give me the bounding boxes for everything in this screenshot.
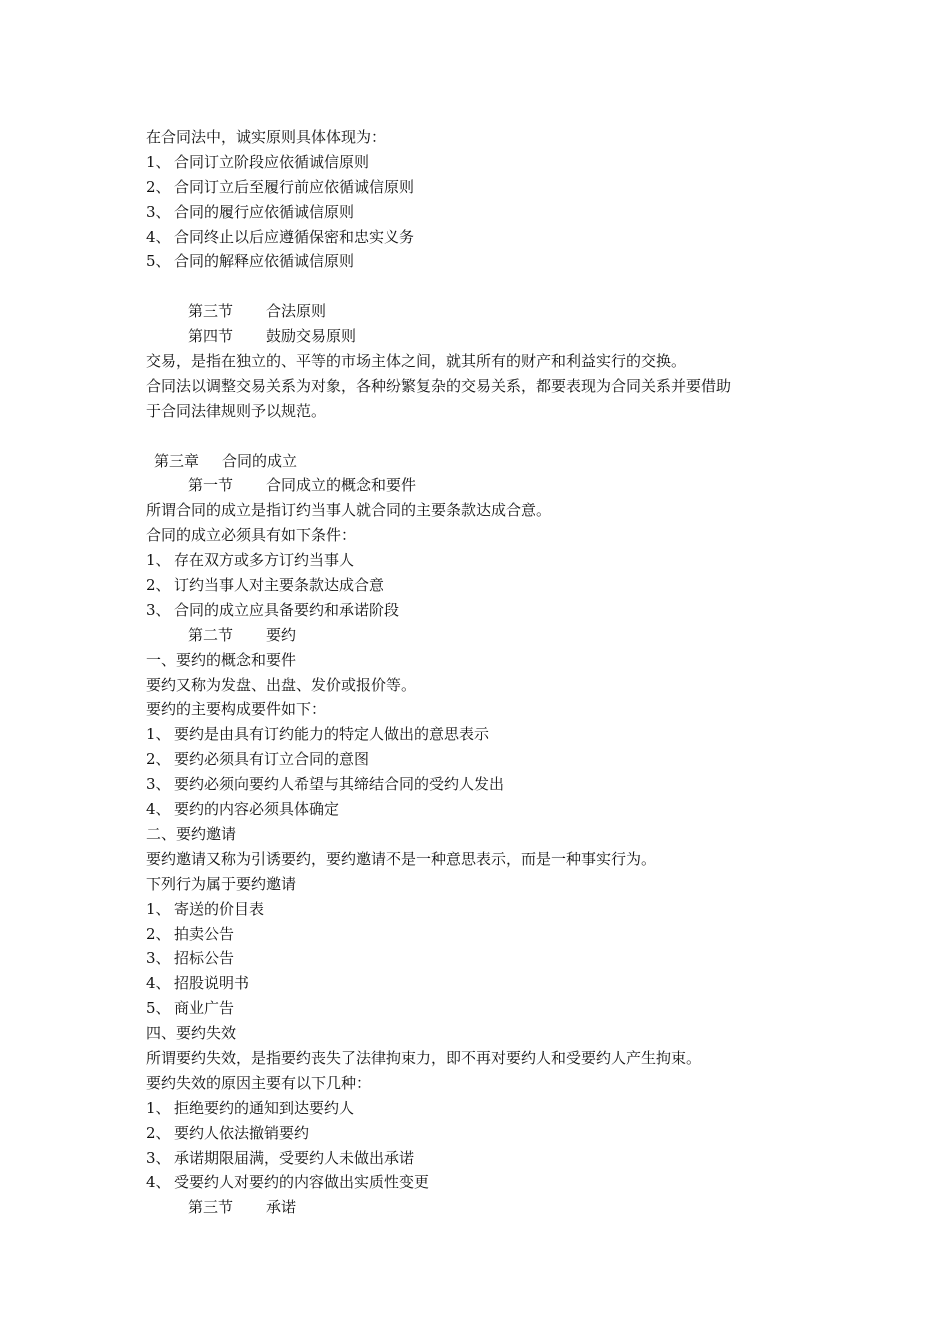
paragraph: 交易，是指在独立的、平等的市场主体之间，就其所有的财产和利益实行的交换。 — [146, 352, 687, 371]
paragraph: 所谓要约失效，是指要约丧失了法律拘束力，即不再对要约人和受要约人产生拘束。 — [146, 1048, 702, 1067]
paragraph: 要约又称为发盘、出盘、发价或报价等。 — [146, 675, 417, 694]
list-item: 1、 合同订立阶段应依循诚信原则 — [146, 152, 370, 171]
paragraph-continuation: 于合同法律规则予以规范。 — [146, 401, 327, 420]
list-item: 3、 要约必须向要约人希望与其缔结合同的受约人发出 — [146, 775, 505, 794]
list-item: 4、 合同终止以后应遵循保密和忠实义务 — [146, 227, 415, 246]
paragraph: 要约失效的原因主要有以下几种： — [146, 1073, 372, 1092]
paragraph: 在合同法中，诚实原则具体体现为： — [146, 128, 387, 146]
section-heading: 第四节 鼓励交易原则 — [188, 327, 357, 346]
subheading: 二、要约邀请 — [146, 824, 237, 843]
document-body — [146, 125, 826, 1220]
paragraph: 合同法以调整交易关系为对象，各种纷繁复杂的交易关系，都要表现为合同关系并要借助 — [146, 376, 732, 395]
list-item: 2、 订约当事人对主要条款达成合意 — [146, 576, 385, 595]
paragraph: 要约的主要构成要件如下： — [146, 700, 327, 719]
list-item: 2、 要约必须具有订立合同的意图 — [146, 750, 370, 769]
chapter-heading: 第三章 合同的成立 — [154, 451, 298, 470]
list-item: 3、 合同的履行应依循诚信原则 — [146, 202, 355, 221]
list-item: 1、 寄送的价目表 — [146, 899, 265, 918]
list-item: 4、 要约的内容必须具体确定 — [146, 800, 340, 819]
list-item: 1、 存在双方或多方订约当事人 — [146, 551, 355, 570]
list-item: 5、 合同的解释应依循诚信原则 — [146, 252, 355, 271]
list-item: 1、 拒绝要约的通知到达要约人 — [146, 1098, 355, 1117]
list-item: 3、 承诺期限届满，受要约人未做出承诺 — [146, 1148, 415, 1167]
list-item: 4、 招股说明书 — [146, 974, 250, 993]
subheading: 四、要约失效 — [146, 1024, 237, 1043]
paragraph: 合同的成立必须具有如下条件： — [146, 526, 357, 545]
blank-line — [146, 424, 826, 449]
list-item: 4、 受要约人对要约的内容做出实质性变更 — [146, 1173, 430, 1192]
paragraph: 所谓合同的成立是指订约当事人就合同的主要条款达成合意。 — [146, 501, 552, 520]
list-item: 3、 招标公告 — [146, 949, 235, 968]
list-item: 5、 商业广告 — [146, 999, 235, 1018]
paragraph: 要约邀请又称为引诱要约，要约邀请不是一种意思表示，而是一种事实行为。 — [146, 849, 657, 868]
list-item: 2、 要约人依法撤销要约 — [146, 1123, 310, 1142]
list-item: 2、 合同订立后至履行前应依循诚信原则 — [146, 177, 415, 196]
list-item: 3、 合同的成立应具备要约和承诺阶段 — [146, 600, 400, 619]
section-heading: 第三节 合法原则 — [188, 302, 327, 321]
paragraph: 下列行为属于要约邀请 — [146, 874, 297, 893]
section-heading: 第三节 承诺 — [188, 1198, 297, 1217]
blank-line — [146, 274, 826, 299]
section-heading: 第二节 要约 — [188, 625, 297, 644]
list-item: 2、 拍卖公告 — [146, 924, 235, 943]
list-item: 1、 要约是由具有订约能力的特定人做出的意思表示 — [146, 725, 490, 744]
subheading: 一、要约的概念和要件 — [146, 650, 297, 669]
section-heading: 第一节 合同成立的概念和要件 — [188, 476, 417, 495]
